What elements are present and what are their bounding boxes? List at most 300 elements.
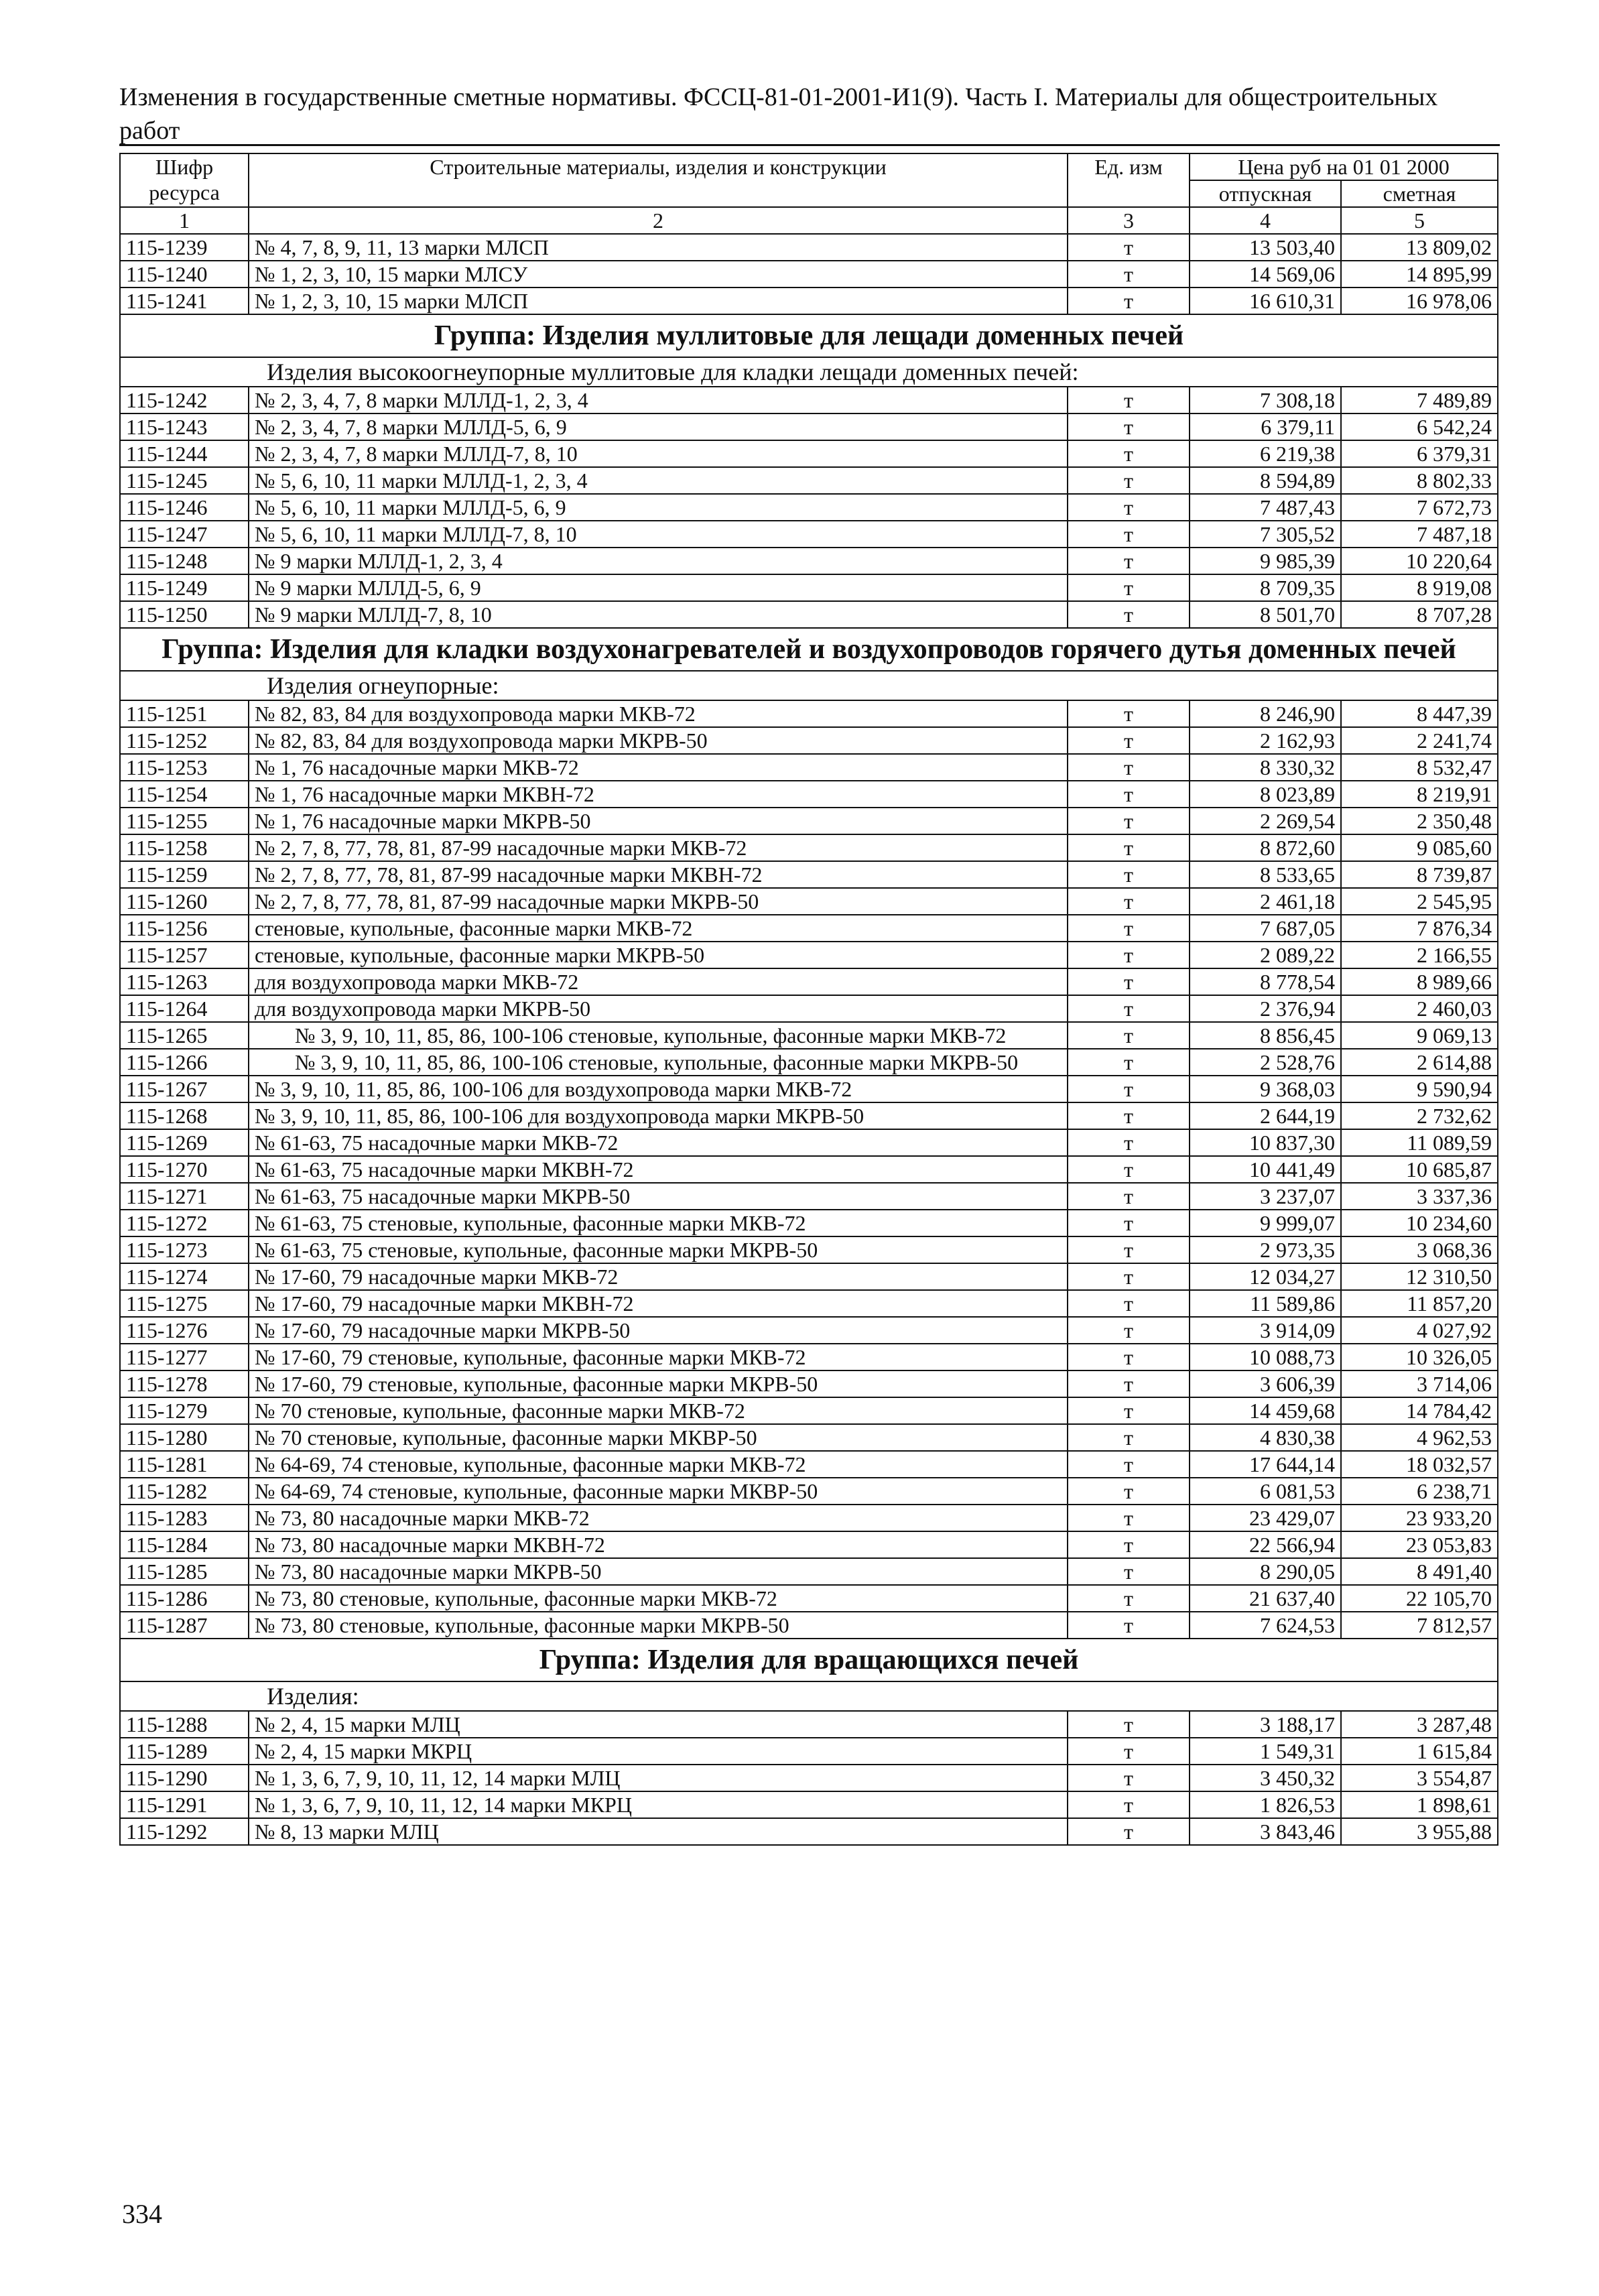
resource-code-cell: 115-1263 [120,968,249,995]
estimate-price-cell: 9 590,94 [1341,1076,1498,1102]
material-name-cell: № 70 стеновые, купольные, фасонные марки МКВ-72 [249,1397,1068,1424]
column-header-code: Шифр ресурса [120,153,249,207]
estimate-price-cell: 10 685,87 [1341,1156,1498,1183]
table-row [120,808,1498,834]
table-row [120,1424,1498,1451]
table-row [120,387,1498,413]
resource-code-cell: 115-1288 [120,1711,249,1738]
estimate-price-cell: 2 241,74 [1341,727,1498,754]
release-price-cell: 10 441,49 [1190,1156,1341,1183]
column-number: 5 [1341,207,1498,234]
column-number: 1 [120,207,249,234]
release-price-cell: 8 023,89 [1190,781,1341,808]
resource-code-cell: 115-1284 [120,1531,249,1558]
table-row [120,888,1498,915]
table-row [120,700,1498,727]
release-price-cell: 9 368,03 [1190,1076,1341,1102]
release-price-cell: 3 188,17 [1190,1711,1341,1738]
material-name-cell: № 1, 3, 6, 7, 9, 10, 11, 12, 14 марки МКРЦ [249,1791,1068,1818]
group-heading-row [120,1639,1498,1681]
estimate-price-cell: 4 962,53 [1341,1424,1498,1451]
group-heading: Группа: Изделия для вращающихся печей [120,1639,1498,1681]
material-name-cell: № 2, 7, 8, 77, 78, 81, 87-99 насадочные марки МКВ-72 [249,834,1068,861]
release-price-cell: 21 637,40 [1190,1585,1341,1612]
group-heading: Группа: Изделия для кладки воздухонагревателей и воздухопроводов горячего дутья доменных печей [120,628,1498,671]
estimate-price-cell: 8 802,33 [1341,467,1498,494]
table-row [120,1818,1498,1845]
subheading-row [120,671,1498,700]
unit-cell: т [1068,1612,1190,1639]
release-price-cell: 13 503,40 [1190,234,1341,261]
unit-cell: т [1068,1129,1190,1156]
unit-cell: т [1068,1022,1190,1049]
material-name-cell: № 3, 9, 10, 11, 85, 86, 100-106 для воздухопровода марки МКРВ-50 [249,1102,1068,1129]
material-name-cell: стеновые, купольные, фасонные марки МКРВ-50 [249,942,1068,968]
resource-code-cell: 115-1242 [120,387,249,413]
column-header-estimate-price: сметная [1341,180,1498,207]
resource-code-cell: 115-1272 [120,1210,249,1236]
resource-code-cell: 115-1268 [120,1102,249,1129]
estimate-price-cell: 16 978,06 [1341,288,1498,314]
resource-code-cell: 115-1267 [120,1076,249,1102]
material-name-cell: № 2, 3, 4, 7, 8 марки МЛЛД-5, 6, 9 [249,413,1068,440]
table-row [120,727,1498,754]
price-table [119,153,1498,1846]
material-name-cell: № 2, 7, 8, 77, 78, 81, 87-99 насадочные марки МКВН-72 [249,861,1068,888]
table-row [120,467,1498,494]
estimate-price-cell: 14 895,99 [1341,261,1498,288]
estimate-price-cell: 8 989,66 [1341,968,1498,995]
estimate-price-cell: 22 105,70 [1341,1585,1498,1612]
material-name-cell: № 17-60, 79 стеновые, купольные, фасонные марки МКВ-72 [249,1344,1068,1370]
column-header-name: Строительные материалы, изделия и конструкции [249,153,1068,207]
release-price-cell: 11 589,86 [1190,1290,1341,1317]
estimate-price-cell: 8 491,40 [1341,1558,1498,1585]
resource-code-cell: 115-1292 [120,1818,249,1845]
table-row [120,1344,1498,1370]
material-name-cell: № 1, 76 насадочные марки МКВ-72 [249,754,1068,781]
resource-code-cell: 115-1277 [120,1344,249,1370]
column-header-price: Цена руб на 01 01 2000 [1190,153,1498,180]
release-price-cell: 8 330,32 [1190,754,1341,781]
release-price-cell: 10 837,30 [1190,1129,1341,1156]
release-price-cell: 3 914,09 [1190,1317,1341,1344]
release-price-cell: 8 709,35 [1190,574,1341,601]
release-price-cell: 3 450,32 [1190,1765,1341,1791]
unit-cell: т [1068,1738,1190,1765]
release-price-cell: 14 569,06 [1190,261,1341,288]
material-name-cell: № 2, 4, 15 марки МЛЦ [249,1711,1068,1738]
estimate-price-cell: 6 238,71 [1341,1478,1498,1505]
estimate-price-cell: 2 350,48 [1341,808,1498,834]
table-row [120,995,1498,1022]
release-price-cell: 9 999,07 [1190,1210,1341,1236]
material-name-cell: № 9 марки МЛЛД-1, 2, 3, 4 [249,548,1068,574]
table-row [120,781,1498,808]
subheading-row [120,1681,1498,1711]
resource-code-cell: 115-1270 [120,1156,249,1183]
material-name-cell: стеновые, купольные, фасонные марки МКВ-72 [249,915,1068,942]
unit-cell: т [1068,1263,1190,1290]
release-price-cell: 8 501,70 [1190,601,1341,628]
estimate-price-cell: 2 732,62 [1341,1102,1498,1129]
resource-code-cell: 115-1240 [120,261,249,288]
estimate-price-cell: 10 326,05 [1341,1344,1498,1370]
resource-code-cell: 115-1239 [120,234,249,261]
resource-code-cell: 115-1283 [120,1505,249,1531]
unit-cell: т [1068,1424,1190,1451]
release-price-cell: 1 826,53 [1190,1791,1341,1818]
table-row [120,1210,1498,1236]
group-heading-row [120,314,1498,357]
unit-cell: т [1068,1397,1190,1424]
material-name-cell: № 70 стеновые, купольные, фасонные марки МКВР-50 [249,1424,1068,1451]
estimate-price-cell: 8 707,28 [1341,601,1498,628]
resource-code-cell: 115-1273 [120,1236,249,1263]
estimate-price-cell: 8 447,39 [1341,700,1498,727]
unit-cell: т [1068,700,1190,727]
material-name-cell: № 61-63, 75 стеновые, купольные, фасонные марки МКВ-72 [249,1210,1068,1236]
unit-cell: т [1068,1156,1190,1183]
material-name-cell: № 73, 80 стеновые, купольные, фасонные марки МКВ-72 [249,1585,1068,1612]
estimate-price-cell: 7 812,57 [1341,1612,1498,1639]
unit-cell: т [1068,1818,1190,1845]
material-name-cell: № 5, 6, 10, 11 марки МЛЛД-1, 2, 3, 4 [249,467,1068,494]
table-row [120,968,1498,995]
table-body [120,234,1498,1845]
resource-code-cell: 115-1278 [120,1370,249,1397]
estimate-price-cell: 13 809,02 [1341,234,1498,261]
estimate-price-cell: 11 857,20 [1341,1290,1498,1317]
table-row [120,1478,1498,1505]
resource-code-cell: 115-1285 [120,1558,249,1585]
unit-cell: т [1068,1076,1190,1102]
table-row [120,413,1498,440]
resource-code-cell: 115-1250 [120,601,249,628]
estimate-price-cell: 3 714,06 [1341,1370,1498,1397]
resource-code-cell: 115-1286 [120,1585,249,1612]
table-row [120,440,1498,467]
table-row [120,1022,1498,1049]
estimate-price-cell: 2 545,95 [1341,888,1498,915]
estimate-price-cell: 7 489,89 [1341,387,1498,413]
unit-cell: т [1068,808,1190,834]
resource-code-cell: 115-1290 [120,1765,249,1791]
table-row [120,1505,1498,1531]
release-price-cell: 7 308,18 [1190,387,1341,413]
resource-code-cell: 115-1253 [120,754,249,781]
estimate-price-cell: 10 234,60 [1341,1210,1498,1236]
release-price-cell: 6 379,11 [1190,413,1341,440]
release-price-cell: 8 533,65 [1190,861,1341,888]
unit-cell: т [1068,942,1190,968]
table-row [120,1129,1498,1156]
resource-code-cell: 115-1287 [120,1612,249,1639]
material-name-cell: № 61-63, 75 насадочные марки МКРВ-50 [249,1183,1068,1210]
group-heading-row [120,628,1498,671]
unit-cell: т [1068,968,1190,995]
unit-cell: т [1068,1183,1190,1210]
resource-code-cell: 115-1243 [120,413,249,440]
release-price-cell: 3 843,46 [1190,1818,1341,1845]
unit-cell: т [1068,861,1190,888]
estimate-price-cell: 8 219,91 [1341,781,1498,808]
release-price-cell: 8 290,05 [1190,1558,1341,1585]
estimate-price-cell: 2 614,88 [1341,1049,1498,1076]
unit-cell: т [1068,1344,1190,1370]
estimate-price-cell: 3 554,87 [1341,1765,1498,1791]
release-price-cell: 22 566,94 [1190,1531,1341,1558]
unit-cell: т [1068,387,1190,413]
column-number: 3 [1068,207,1190,234]
material-name-cell: № 73, 80 насадочные марки МКВ-72 [249,1505,1068,1531]
table-row [120,1612,1498,1639]
table-row [120,1370,1498,1397]
table-row [120,1236,1498,1263]
table-row [120,861,1498,888]
estimate-price-cell: 3 337,36 [1341,1183,1498,1210]
table-row [120,834,1498,861]
resource-code-cell: 115-1275 [120,1290,249,1317]
release-price-cell: 8 246,90 [1190,700,1341,727]
material-name-cell: № 17-60, 79 насадочные марки МКВН-72 [249,1290,1068,1317]
unit-cell: т [1068,494,1190,521]
group-heading: Группа: Изделия муллитовые для лещади доменных печей [120,314,1498,357]
table-row [120,234,1498,261]
material-name-cell: для воздухопровода марки МКРВ-50 [249,995,1068,1022]
material-name-cell: № 1, 3, 6, 7, 9, 10, 11, 12, 14 марки МЛЦ [249,1765,1068,1791]
unit-cell: т [1068,1236,1190,1263]
release-price-cell: 7 687,05 [1190,915,1341,942]
resource-code-cell: 115-1264 [120,995,249,1022]
unit-cell: т [1068,1210,1190,1236]
unit-cell: т [1068,234,1190,261]
resource-code-cell: 115-1249 [120,574,249,601]
estimate-price-cell: 1 898,61 [1341,1791,1498,1818]
table-row [120,521,1498,548]
estimate-price-cell: 9 085,60 [1341,834,1498,861]
resource-code-cell: 115-1271 [120,1183,249,1210]
release-price-cell: 2 162,93 [1190,727,1341,754]
release-price-cell: 8 594,89 [1190,467,1341,494]
unit-cell: т [1068,288,1190,314]
subheading: Изделия огнеупорные: [120,671,1498,700]
release-price-cell: 8 778,54 [1190,968,1341,995]
release-price-cell: 2 089,22 [1190,942,1341,968]
material-name-cell: № 64-69, 74 стеновые, купольные, фасонные марки МКВР-50 [249,1478,1068,1505]
table-row [120,1585,1498,1612]
material-name-cell: № 61-63, 75 насадочные марки МКВН-72 [249,1156,1068,1183]
unit-cell: т [1068,601,1190,628]
unit-cell: т [1068,1317,1190,1344]
material-name-cell: № 1, 76 насадочные марки МКВН-72 [249,781,1068,808]
unit-cell: т [1068,1049,1190,1076]
unit-cell: т [1068,261,1190,288]
unit-cell: т [1068,888,1190,915]
resource-code-cell: 115-1259 [120,861,249,888]
resource-code-cell: 115-1258 [120,834,249,861]
release-price-cell: 7 305,52 [1190,521,1341,548]
table-row [120,1738,1498,1765]
material-name-cell: № 2, 3, 4, 7, 8 марки МЛЛД-7, 8, 10 [249,440,1068,467]
unit-cell: т [1068,1478,1190,1505]
table-row [120,1290,1498,1317]
release-price-cell: 2 973,35 [1190,1236,1341,1263]
material-name-cell: № 2, 3, 4, 7, 8 марки МЛЛД-1, 2, 3, 4 [249,387,1068,413]
estimate-price-cell: 10 220,64 [1341,548,1498,574]
table-row [120,1531,1498,1558]
unit-cell: т [1068,1290,1190,1317]
estimate-price-cell: 23 933,20 [1341,1505,1498,1531]
unit-cell: т [1068,754,1190,781]
material-name-cell: № 8, 13 марки МЛЦ [249,1818,1068,1845]
release-price-cell: 23 429,07 [1190,1505,1341,1531]
table-row [120,601,1498,628]
unit-cell: т [1068,1505,1190,1531]
subheading: Изделия: [120,1681,1498,1711]
unit-cell: т [1068,574,1190,601]
table-row [120,754,1498,781]
table-row [120,1102,1498,1129]
resource-code-cell: 115-1281 [120,1451,249,1478]
estimate-price-cell: 6 379,31 [1341,440,1498,467]
material-name-cell: для воздухопровода марки МКВ-72 [249,968,1068,995]
material-name-cell: № 3, 9, 10, 11, 85, 86, 100-106 стеновые, купольные, фасонные марки МКВ-72 [249,1022,1068,1049]
release-price-cell: 3 606,39 [1190,1370,1341,1397]
material-name-cell: № 17-60, 79 насадочные марки МКРВ-50 [249,1317,1068,1344]
estimate-price-cell: 9 069,13 [1341,1022,1498,1049]
release-price-cell: 2 528,76 [1190,1049,1341,1076]
subheading: Изделия высокоогнеупорные муллитовые для кладки лещади доменных печей: [120,357,1498,387]
estimate-price-cell: 7 487,18 [1341,521,1498,548]
material-name-cell: № 17-60, 79 насадочные марки МКВ-72 [249,1263,1068,1290]
release-price-cell: 10 088,73 [1190,1344,1341,1370]
release-price-cell: 3 237,07 [1190,1183,1341,1210]
unit-cell: т [1068,1791,1190,1818]
resource-code-cell: 115-1245 [120,467,249,494]
material-name-cell: № 9 марки МЛЛД-7, 8, 10 [249,601,1068,628]
column-header-release-price: отпускная [1190,180,1341,207]
release-price-cell: 12 034,27 [1190,1263,1341,1290]
release-price-cell: 2 376,94 [1190,995,1341,1022]
release-price-cell: 1 549,31 [1190,1738,1341,1765]
estimate-price-cell: 7 876,34 [1341,915,1498,942]
estimate-price-cell: 14 784,42 [1341,1397,1498,1424]
release-price-cell: 6 219,38 [1190,440,1341,467]
resource-code-cell: 115-1252 [120,727,249,754]
material-name-cell: № 2, 7, 8, 77, 78, 81, 87-99 насадочные марки МКРВ-50 [249,888,1068,915]
material-name-cell: № 82, 83, 84 для воздухопровода марки МКРВ-50 [249,727,1068,754]
material-name-cell: № 82, 83, 84 для воздухопровода марки МКВ-72 [249,700,1068,727]
material-name-cell: № 2, 4, 15 марки МКРЦ [249,1738,1068,1765]
unit-cell: т [1068,413,1190,440]
table-row [120,1791,1498,1818]
resource-code-cell: 115-1274 [120,1263,249,1290]
table-row [120,574,1498,601]
table-row [120,1049,1498,1076]
material-name-cell: № 61-63, 75 стеновые, купольные, фасонные марки МКРВ-50 [249,1236,1068,1263]
unit-cell: т [1068,915,1190,942]
table-row [120,1558,1498,1585]
material-name-cell: № 64-69, 74 стеновые, купольные, фасонные марки МКВ-72 [249,1451,1068,1478]
material-name-cell: № 3, 9, 10, 11, 85, 86, 100-106 стеновые, купольные, фасонные марки МКРВ-50 [249,1049,1068,1076]
resource-code-cell: 115-1279 [120,1397,249,1424]
table-row [120,548,1498,574]
material-name-cell: № 73, 80 стеновые, купольные, фасонные марки МКРВ-50 [249,1612,1068,1639]
release-price-cell: 6 081,53 [1190,1478,1341,1505]
resource-code-cell: 115-1266 [120,1049,249,1076]
resource-code-cell: 115-1260 [120,888,249,915]
unit-cell: т [1068,1711,1190,1738]
unit-cell: т [1068,1370,1190,1397]
estimate-price-cell: 3 068,36 [1341,1236,1498,1263]
table-row [120,1317,1498,1344]
material-name-cell: № 61-63, 75 насадочные марки МКВ-72 [249,1129,1068,1156]
material-name-cell: № 17-60, 79 стеновые, купольные, фасонные марки МКРВ-50 [249,1370,1068,1397]
unit-cell: т [1068,1558,1190,1585]
estimate-price-cell: 8 739,87 [1341,861,1498,888]
release-price-cell: 9 985,39 [1190,548,1341,574]
estimate-price-cell: 6 542,24 [1341,413,1498,440]
table-row [120,1711,1498,1738]
table-row [120,1451,1498,1478]
resource-code-cell: 115-1269 [120,1129,249,1156]
release-price-cell: 7 624,53 [1190,1612,1341,1639]
unit-cell: т [1068,1451,1190,1478]
column-number: 4 [1190,207,1341,234]
column-number: 2 [249,207,1068,234]
material-name-cell: № 4, 7, 8, 9, 11, 13 марки МЛСП [249,234,1068,261]
unit-cell: т [1068,995,1190,1022]
release-price-cell: 4 830,38 [1190,1424,1341,1451]
resource-code-cell: 115-1256 [120,915,249,942]
estimate-price-cell: 8 919,08 [1341,574,1498,601]
material-name-cell: № 3, 9, 10, 11, 85, 86, 100-106 для воздухопровода марки МКВ-72 [249,1076,1068,1102]
estimate-price-cell: 11 089,59 [1341,1129,1498,1156]
unit-cell: т [1068,781,1190,808]
resource-code-cell: 115-1254 [120,781,249,808]
estimate-price-cell: 23 053,83 [1341,1531,1498,1558]
page-number: 334 [122,2199,162,2229]
table-row [120,915,1498,942]
resource-code-cell: 115-1247 [120,521,249,548]
resource-code-cell: 115-1248 [120,548,249,574]
release-price-cell: 2 461,18 [1190,888,1341,915]
unit-cell: т [1068,1765,1190,1791]
resource-code-cell: 115-1255 [120,808,249,834]
resource-code-cell: 115-1244 [120,440,249,467]
table-row [120,942,1498,968]
estimate-price-cell: 12 310,50 [1341,1263,1498,1290]
unit-cell: т [1068,467,1190,494]
estimate-price-cell: 2 166,55 [1341,942,1498,968]
table-row [120,1263,1498,1290]
unit-cell: т [1068,1531,1190,1558]
release-price-cell: 2 644,19 [1190,1102,1341,1129]
resource-code-cell: 115-1289 [120,1738,249,1765]
resource-code-cell: 115-1251 [120,700,249,727]
material-name-cell: № 73, 80 насадочные марки МКВН-72 [249,1531,1068,1558]
resource-code-cell: 115-1265 [120,1022,249,1049]
estimate-price-cell: 3 287,48 [1341,1711,1498,1738]
material-name-cell: № 1, 76 насадочные марки МКРВ-50 [249,808,1068,834]
resource-code-cell: 115-1246 [120,494,249,521]
table-row [120,1765,1498,1791]
header-divider [119,144,1500,146]
table-row [120,1076,1498,1102]
release-price-cell: 16 610,31 [1190,288,1341,314]
release-price-cell: 17 644,14 [1190,1451,1341,1478]
